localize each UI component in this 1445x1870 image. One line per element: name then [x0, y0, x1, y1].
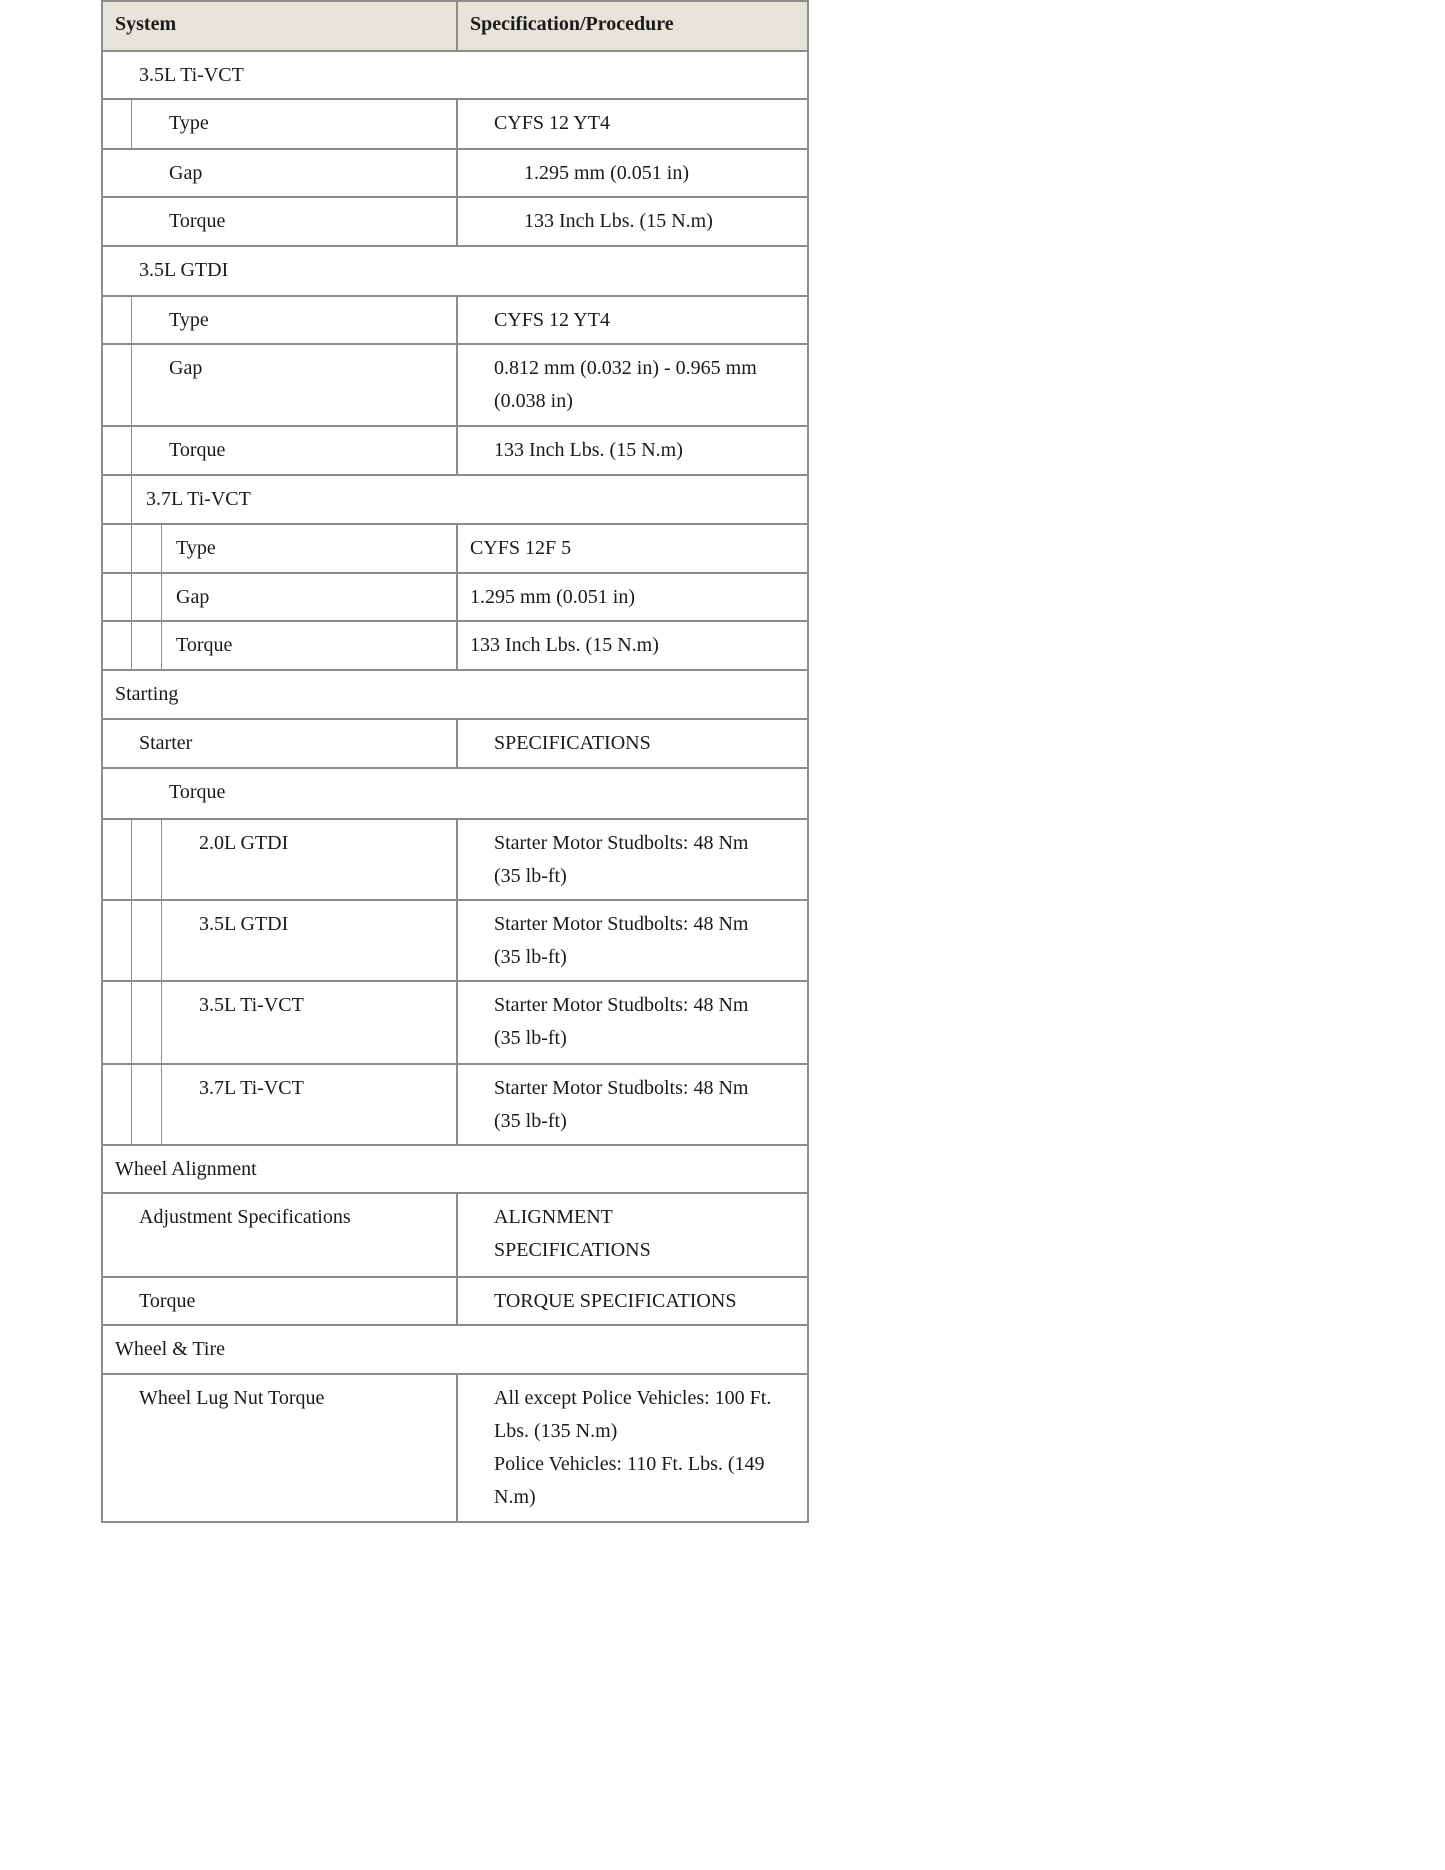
grid-line [101, 1373, 809, 1375]
grid-line [456, 196, 458, 245]
spec-value: Starter Motor Studbolts: 48 Nm [494, 832, 749, 854]
grid-line [101, 620, 809, 622]
section-label: 3.7L Ti-VCT [146, 488, 251, 510]
grid-line [101, 0, 809, 2]
grid-line [456, 1276, 458, 1324]
spec-value: (35 lb-ft) [494, 1110, 567, 1132]
grid-line [131, 1063, 132, 1144]
system-label: Torque [139, 1290, 196, 1312]
grid-line [101, 767, 809, 769]
grid-line [101, 98, 809, 100]
system-label: Gap [169, 357, 203, 379]
grid-line [161, 980, 162, 1063]
grid-line [131, 343, 132, 425]
grid-line [456, 980, 458, 1063]
grid-line [131, 474, 132, 523]
column-header-system: System [115, 13, 177, 35]
grid-line [456, 425, 458, 474]
spec-value: SPECIFICATIONS [494, 1239, 651, 1261]
spec-value: ALIGNMENT [494, 1206, 613, 1228]
spec-value: Starter Motor Studbolts: 48 Nm [494, 994, 749, 1016]
grid-line [101, 572, 809, 574]
spec-value: 0.812 mm (0.032 in) - 0.965 mm [494, 357, 757, 379]
system-label: 2.0L GTDI [199, 832, 289, 854]
grid-line [101, 295, 809, 297]
grid-line [131, 899, 132, 980]
grid-line [101, 818, 809, 820]
header-row [101, 0, 809, 50]
grid-line [101, 1324, 809, 1326]
grid-line [456, 295, 458, 343]
grid-line [101, 899, 809, 901]
grid-line [101, 980, 809, 982]
grid-line [456, 523, 458, 572]
system-label: 3.5L GTDI [199, 913, 289, 935]
grid-line [131, 523, 132, 572]
grid-line [161, 1063, 162, 1144]
grid-line [101, 1144, 809, 1146]
spec-value: (0.038 in) [494, 390, 573, 412]
spec-value: 133 Inch Lbs. (15 N.m) [524, 210, 713, 232]
grid-line [456, 899, 458, 980]
system-label: Gap [169, 162, 203, 184]
grid-line [456, 1373, 458, 1521]
system-label: Wheel Lug Nut Torque [139, 1387, 325, 1409]
spec-value: 1.295 mm (0.051 in) [524, 162, 689, 184]
section-label: Wheel & Tire [115, 1338, 225, 1360]
grid-line [161, 523, 162, 572]
system-label: Type [176, 537, 216, 559]
grid-line [101, 0, 103, 1523]
spec-value: SPECIFICATIONS [494, 732, 651, 754]
spec-value: TORQUE SPECIFICATIONS [494, 1290, 737, 1312]
grid-line [101, 718, 809, 720]
spec-value: CYFS 12 YT4 [494, 309, 610, 331]
system-label: Torque [169, 210, 226, 232]
grid-line [161, 620, 162, 669]
section-label: Starting [115, 683, 179, 705]
spec-value: All except Police Vehicles: 100 Ft. [494, 1387, 772, 1409]
grid-line [131, 620, 132, 669]
spec-value: Police Vehicles: 110 Ft. Lbs. (149 [494, 1453, 765, 1475]
grid-line [456, 1192, 458, 1276]
spec-row [101, 148, 809, 196]
grid-line [101, 1521, 809, 1523]
section-row [101, 669, 809, 718]
spec-value: CYFS 12 YT4 [494, 112, 610, 134]
grid-line [161, 572, 162, 620]
grid-line [456, 718, 458, 767]
grid-line [101, 425, 809, 427]
grid-line [101, 1276, 809, 1278]
system-label: Torque [169, 439, 226, 461]
spec-value: 133 Inch Lbs. (15 N.m) [470, 634, 659, 656]
grid-line [456, 343, 458, 425]
spec-value: Starter Motor Studbolts: 48 Nm [494, 1077, 749, 1099]
system-label: Adjustment Specifications [139, 1206, 351, 1228]
grid-line [131, 818, 132, 899]
grid-line [101, 148, 809, 150]
grid-line [456, 818, 458, 899]
section-label: Torque [169, 781, 226, 803]
section-label: 3.5L GTDI [139, 259, 229, 281]
spec-value: 133 Inch Lbs. (15 N.m) [494, 439, 683, 461]
grid-line [456, 1063, 458, 1144]
spec-value: (35 lb-ft) [494, 1027, 567, 1049]
spec-value: Lbs. (135 N.m) [494, 1420, 618, 1442]
spec-value: (35 lb-ft) [494, 865, 567, 887]
spec-value: N.m) [494, 1486, 536, 1508]
grid-line [131, 425, 132, 474]
grid-line [101, 669, 809, 671]
grid-line [101, 245, 809, 247]
system-label: 3.5L Ti-VCT [199, 994, 304, 1016]
grid-line [101, 523, 809, 525]
system-label: Type [169, 309, 209, 331]
section-label: Wheel Alignment [115, 1158, 257, 1180]
grid-line [101, 474, 809, 476]
grid-line [131, 98, 132, 148]
grid-line [101, 1063, 809, 1065]
column-header-spec: Specification/Procedure [470, 13, 674, 35]
grid-line [456, 98, 458, 148]
spec-value: 1.295 mm (0.051 in) [470, 586, 635, 608]
grid-line [456, 620, 458, 669]
grid-line [456, 148, 458, 196]
system-label: Gap [176, 586, 210, 608]
grid-line [101, 1192, 809, 1194]
spec-value: Starter Motor Studbolts: 48 Nm [494, 913, 749, 935]
grid-line [101, 50, 809, 52]
spec-value: (35 lb-ft) [494, 946, 567, 968]
grid-line [456, 572, 458, 620]
system-label: Type [169, 112, 209, 134]
system-label: 3.7L Ti-VCT [199, 1077, 304, 1099]
section-label: 3.5L Ti-VCT [139, 64, 244, 86]
grid-line [131, 572, 132, 620]
grid-line [131, 295, 132, 343]
spec-row [101, 718, 809, 767]
grid-line [161, 818, 162, 899]
grid-line [456, 0, 458, 50]
grid-line [807, 0, 809, 1523]
grid-line [101, 196, 809, 198]
grid-line [161, 899, 162, 980]
system-label: Starter [139, 732, 193, 754]
system-label: Torque [176, 634, 233, 656]
grid-line [101, 343, 809, 345]
grid-line [131, 980, 132, 1063]
spec-value: CYFS 12F 5 [470, 537, 572, 559]
